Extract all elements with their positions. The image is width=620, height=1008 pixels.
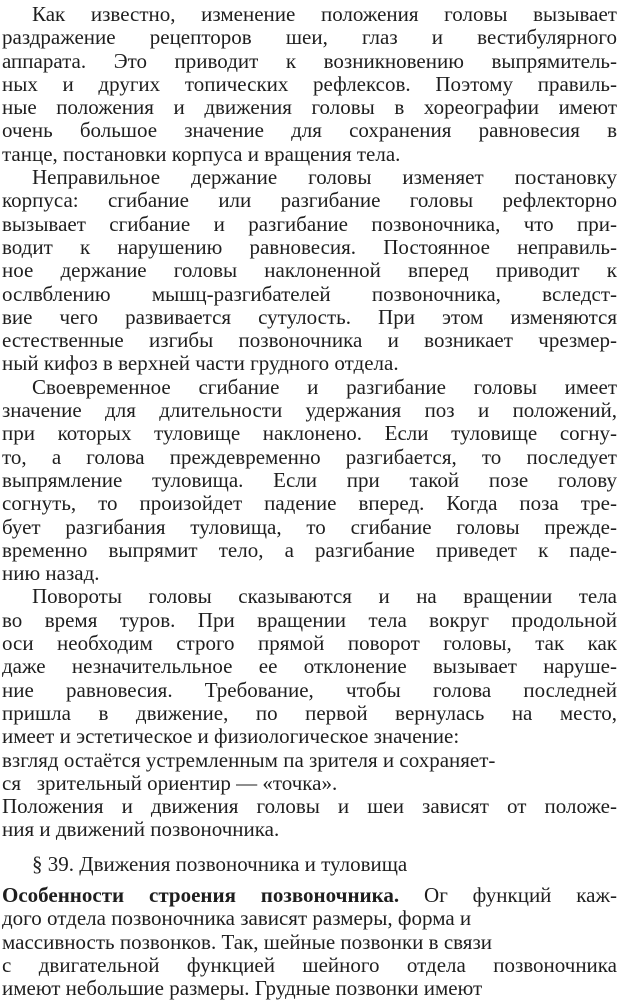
text-line: во время туров. При вращении тела вокруг продольной bbox=[2, 607, 617, 632]
text-line: имеют небольшие размеры. Грудные позвонки имеют bbox=[2, 976, 483, 1001]
text-line: Повороты головы сказываются и на вращении тела bbox=[32, 584, 617, 609]
text-line: Неправильное держание головы изменяет постановку bbox=[32, 165, 617, 190]
text-line: бует разгибания туловища, то сгибание головы прежде- bbox=[2, 514, 617, 539]
text-line: взгляд остаётся устремленным па зрителя и сохраняет- bbox=[2, 747, 496, 772]
text-line: временно выпрямит тело, а разгибание приведет к паде- bbox=[2, 537, 617, 562]
text-line: корпуса: сгибание или разгибание головы рефлекторно bbox=[2, 188, 617, 213]
text-line: нию назад. bbox=[2, 561, 100, 586]
bold-lead: Особенности строения позвоночника. bbox=[2, 882, 400, 907]
paragraph bbox=[2, 795, 617, 842]
text-line: выпрямление туловища. Если при такой позе голову bbox=[2, 467, 617, 492]
text-line: имеет и эстетическое и физиологическое значение: bbox=[2, 724, 460, 749]
text-line: очень большое значение для сохранения равновесия в bbox=[2, 118, 617, 143]
text-line: ослвблению мышц-разгибателей позвоночника, вследст- bbox=[2, 281, 617, 306]
text-line: дого отдела позвоночника зависят размеры, форма и bbox=[2, 906, 472, 931]
text-line: ния и движений позвоночника. bbox=[2, 817, 280, 842]
text-line: вызывает сгибание и разгибание позвоночника, что при- bbox=[2, 211, 617, 236]
text-line: значение для длительности удержания поз и положений, bbox=[2, 398, 617, 423]
text-line: при которых туловище наклонено. Если туловище согну- bbox=[2, 421, 617, 446]
text-line: ные положения и движения головы в хореографии имеют bbox=[2, 95, 617, 120]
text-line: аппарата. Это приводит к возникновению выпрямитель- bbox=[2, 48, 617, 73]
lead-rest: Ог функций каж- bbox=[399, 882, 617, 907]
text-line: Положения и движения головы и шеи зависят от положе- bbox=[2, 794, 617, 819]
text-line: оси необходим строго прямой поворот головы, так как bbox=[2, 631, 617, 656]
text-line: пришла в движение, по первой вернулась на место, bbox=[2, 700, 617, 725]
text-line: Как известно, изменение положения головы вызывает bbox=[32, 2, 617, 26]
paragraph bbox=[2, 585, 617, 795]
paragraph bbox=[2, 884, 617, 1000]
paragraph bbox=[2, 166, 617, 376]
text-line: с двигательной функцией шейного отдела позвоночника bbox=[2, 952, 617, 977]
text-line: водит к нарушению равновесия. Постоянное неправиль- bbox=[2, 234, 617, 259]
paragraph bbox=[2, 376, 617, 586]
text-line: танце, постановки корпуса и вращения тела. bbox=[2, 141, 401, 166]
text-line: массивность позвонков. Так, шейные позвонки в связи bbox=[2, 929, 492, 954]
text-line: ных и других топических рефлексов. Поэтому правиль- bbox=[2, 71, 617, 96]
text-line: ный кифоз в верхней части грудного отдела. bbox=[2, 351, 399, 376]
text-line: согнуть, то произойдет падение вперед. Когда поза тре- bbox=[2, 491, 617, 516]
text-line: ние равновесия. Требование, чтобы голова последней bbox=[2, 677, 617, 702]
section-heading: § 39. Движения позвоночника и туловища bbox=[32, 851, 408, 876]
text-line bbox=[2, 884, 617, 907]
text-line: ное держание головы наклоненной вперед приводит к bbox=[2, 258, 617, 283]
text-line: ся зрительный ориентир — «точка». bbox=[2, 770, 338, 795]
text-line: естественные изгибы позвоночника и возникает чрезмер- bbox=[2, 328, 617, 353]
text-line: то, а голова преждевременно разгибается, то последует bbox=[2, 444, 617, 469]
text-line: вие чего развивается сутулость. При этом изменяются bbox=[2, 304, 617, 329]
text-line: даже незначительльное ее отклонение вызывает наруше- bbox=[2, 654, 617, 679]
text-line: раздражение рецепторов шеи, глаз и вестибулярного bbox=[2, 25, 617, 50]
text-line: Своевременное сгибание и разгибание головы имеет bbox=[32, 374, 617, 399]
paragraph bbox=[2, 3, 617, 166]
